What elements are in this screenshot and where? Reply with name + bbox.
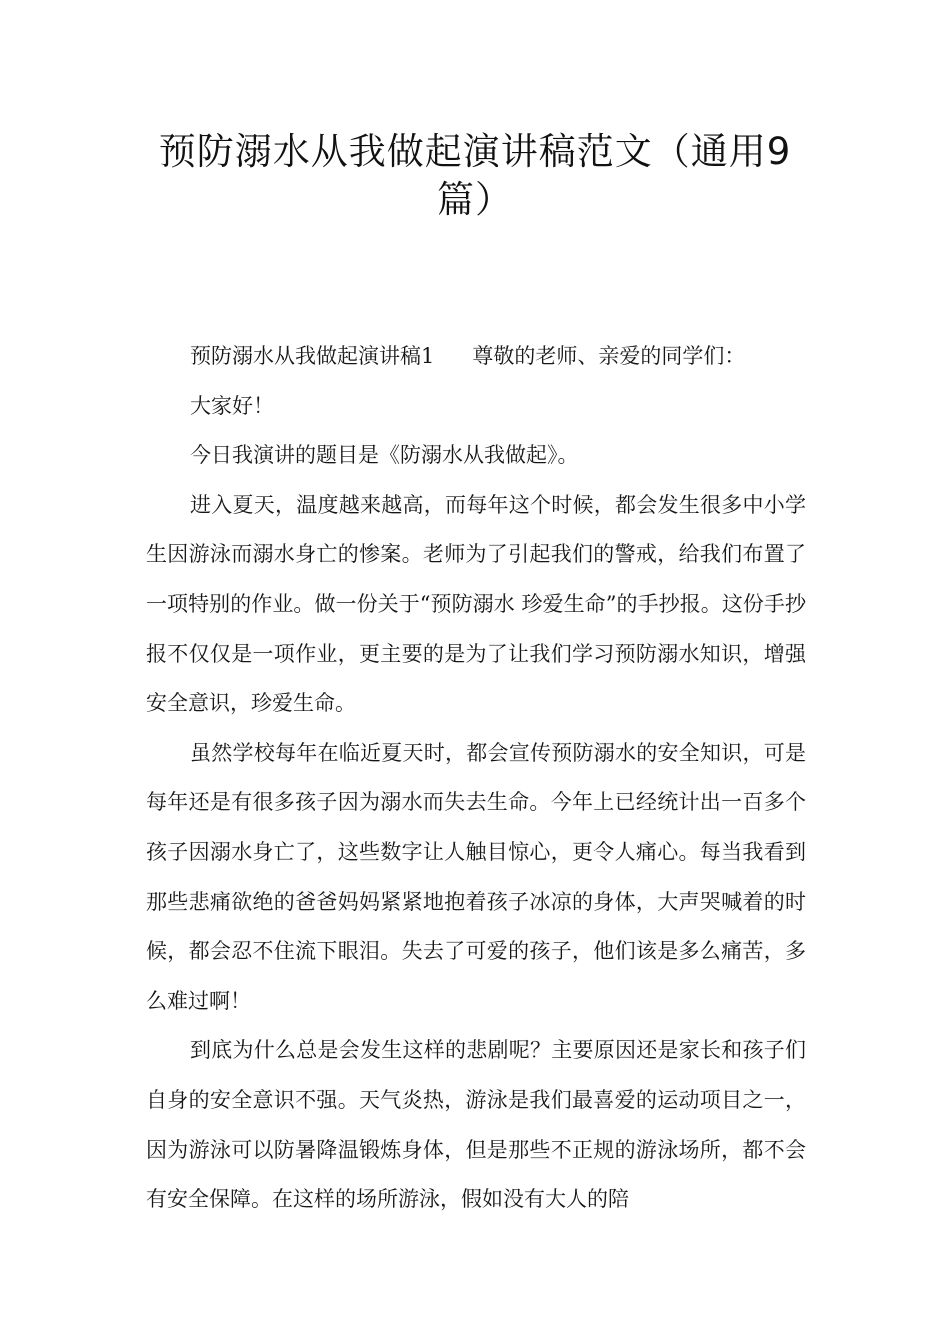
paragraph: 进入夏天，温度越来越高，而每年这个时候，都会发生很多中小学生因游泳而溺水身亡的惨案。老师为了引起我们的警戒，给我们布置了一项特别的作业。做一份关于“预防溺水 珍爱生命”的手抄报。这份手抄报不仅仅是一项作业，更主要的是为了让我们学习预防溺水知识，增强安全意识，珍爱生命。 (146, 492, 806, 716)
document-body (146, 332, 806, 1225)
paragraph-heading (146, 332, 806, 382)
paragraph: 到底为什么总是会发生这样的悲剧呢？主要原因还是家长和孩子们自身的安全意识不强。天气炎热，游泳是我们最喜爱的运动项目之一，因为游泳可以防暑降温锻炼身体，但是那些不正规的游泳场所，都不会有安全保障。在这样的场所游泳，假如没有大人的陪 (146, 1038, 806, 1212)
document-title: 预防溺水从我做起演讲稿范文（通用9篇） (158, 130, 792, 221)
section-heading: 预防溺水从我做起演讲稿1 (190, 344, 435, 368)
paragraph: 大家好！ (190, 393, 274, 418)
paragraph: 虽然学校每年在临近夏天时，都会宣传预防溺水的安全知识，可是每年还是有很多孩子因为溺水而失去生命。今年上已经统计出一百多个孩子因溺水身亡了，这些数字让人触目惊心，更令人痛心。每当我看到那些悲痛欲绝的爸爸妈妈紧紧地抱着孩子冰凉的身体，大声哭喊着的时候，都会忍不住流下眼泪。失去了可爱的孩子，他们该是多么痛苦，多么难过啊！ (146, 740, 806, 1013)
paragraph: 今日我演讲的题目是《防溺水从我做起》。 (190, 443, 579, 468)
greeting-text: 尊敬的老师、亲爱的同学们： (472, 344, 746, 368)
